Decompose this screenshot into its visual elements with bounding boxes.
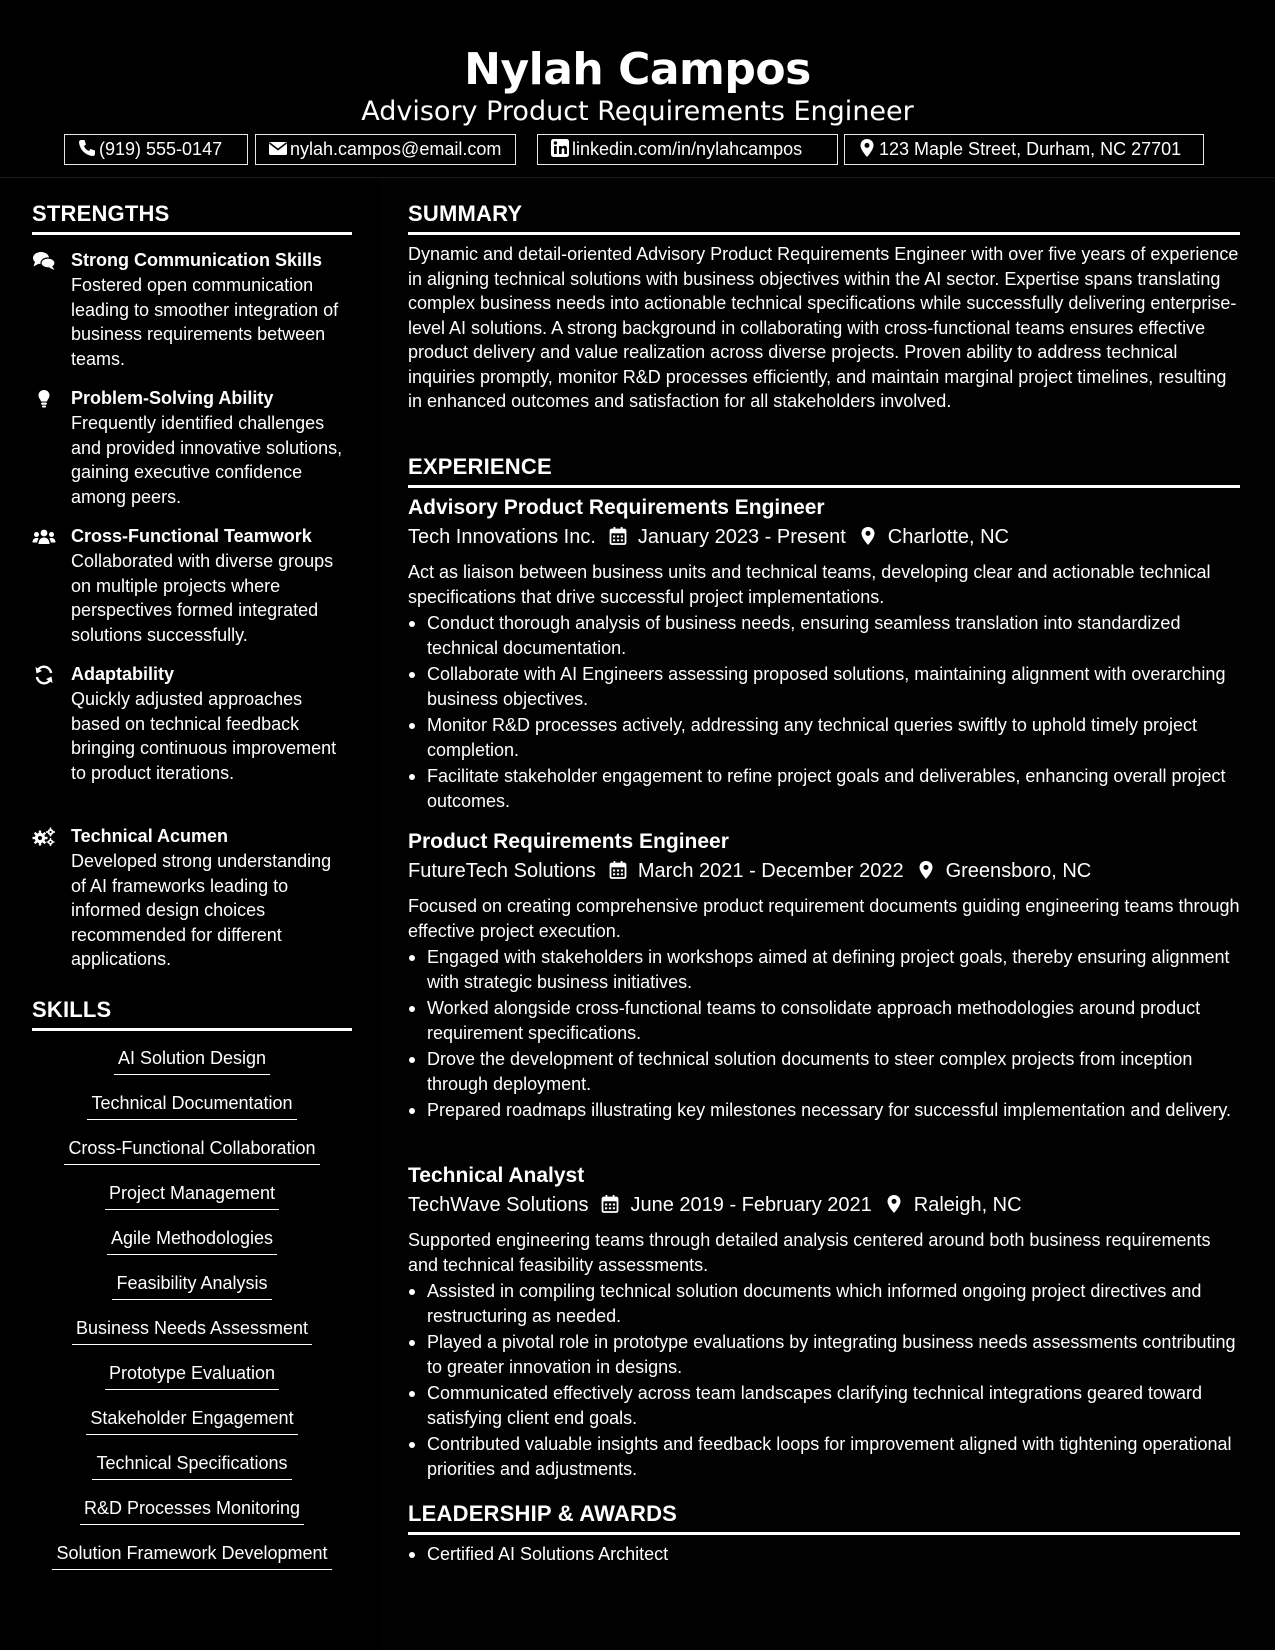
job-meta	[408, 858, 1091, 884]
resume-header	[0, 0, 1275, 178]
list-item: Collaborate with AI Engineers assessing proposed solutions, maintaining alignment with overarching business objectives.	[408, 662, 1240, 711]
job-company: Tech Innovations Inc.	[408, 526, 596, 548]
skill-item: Agile Methodologies	[32, 1226, 352, 1255]
sync-icon	[32, 665, 56, 685]
map-marker-icon	[857, 138, 877, 158]
skills-heading: SKILLS	[32, 996, 352, 1031]
skill-item: R&D Processes Monitoring	[32, 1496, 352, 1525]
job-dates: January 2023 - Present	[637, 526, 846, 548]
job-summary: Supported engineering teams through detailed analysis centered around both business requirements and technical feasibility assessments.	[408, 1230, 1211, 1275]
list-item: Communicated effectively across team landscapes clarifying technical integrations geared toward satisfying client end goals.	[408, 1381, 1240, 1430]
list-item: Worked alongside cross-functional teams to consolidate approach methodologies around product requirement specifications.	[408, 996, 1240, 1045]
skill-item: Solution Framework Development	[32, 1541, 352, 1570]
job-title: Advisory Product Requirements Engineer	[408, 496, 825, 519]
list-item: Facilitate stakeholder engagement to refine project goals and deliverables, enhancing overall project outcomes.	[408, 764, 1240, 813]
strengths-heading: STRENGTHS	[32, 200, 352, 235]
strength-title: Strong Communication Skills	[71, 250, 323, 270]
job-bullets	[408, 1279, 1240, 1483]
job-location: Charlotte, NC	[887, 526, 1009, 548]
job-meta	[408, 524, 1009, 550]
skill-item: Technical Specifications	[32, 1451, 352, 1480]
calendar-icon	[608, 526, 628, 546]
skill-item: Stakeholder Engagement	[32, 1406, 352, 1435]
job-dates: June 2019 - February 2021	[630, 1194, 872, 1216]
list-item: Played a pivotal role in prototype evaluations by integrating business needs assessments contributing to greater innovation in designs.	[408, 1330, 1240, 1379]
contact-linkedin[interactable]	[537, 134, 838, 165]
strength-description: Frequently identified challenges and provided innovative solutions, gaining executive confidence among peers.	[71, 413, 343, 507]
comments-icon	[32, 251, 56, 271]
contact-email-text: nylah.campos@email.com	[290, 139, 502, 159]
main-column	[408, 178, 1240, 1650]
job-location: Greensboro, NC	[945, 860, 1092, 882]
skill-item: Cross-Functional Collaboration	[32, 1136, 352, 1165]
contact-address-text: 123 Maple Street, Durham, NC 27701	[879, 139, 1182, 159]
calendar-icon	[608, 860, 628, 880]
linkedin-icon	[550, 138, 570, 158]
list-item: Conduct thorough analysis of business needs, ensuring seamless translation into standardized technical documentation.	[408, 611, 1240, 660]
strength-description: Developed strong understanding of AI frameworks leading to informed design choices recommended for different applications.	[71, 851, 332, 969]
skill-item: Technical Documentation	[32, 1091, 352, 1120]
skill-item: AI Solution Design	[32, 1046, 352, 1075]
job-meta	[408, 1192, 1022, 1218]
contact-phone[interactable]	[64, 134, 248, 165]
strength-title: Technical Acumen	[71, 826, 229, 846]
skill-item: Feasibility Analysis	[32, 1271, 352, 1300]
summary-text: Dynamic and detail-oriented Advisory Product Requirements Engineer with over five years of experience in aligning technical solutions with business objectives within the AI sector. Expertise spans translating complex business needs into actionable technical specifications while successfully delivering enterprise-level AI solutions. A strong background in collaborating with cross-functional teams ensures effective product delivery and value realization across diverse projects. Proven ability to address technical inquiries promptly, monitor R&D processes efficiently, and maintain marginal project timelines, resulting in enhanced outcomes and satisfaction for all stakeholders involved.	[408, 244, 1239, 411]
job-location: Raleigh, NC	[913, 1194, 1022, 1216]
job-title: Product Requirements Engineer	[408, 830, 729, 853]
calendar-icon	[600, 1194, 620, 1214]
awards-heading: LEADERSHIP & AWARDS	[408, 1500, 1240, 1535]
strength-title: Problem-Solving Ability	[71, 388, 274, 408]
experience-heading: EXPERIENCE	[408, 453, 1240, 488]
job-bullets	[408, 611, 1240, 815]
strength-description: Fostered open communication leading to smoother integration of business requirements between teams.	[71, 275, 339, 369]
list-item: Drove the development of technical solution documents to steer complex projects from inception through deployment.	[408, 1047, 1240, 1096]
job-company: FutureTech Solutions	[408, 860, 596, 882]
users-icon	[32, 527, 56, 547]
list-item: Prepared roadmaps illustrating key milestones necessary for successful implementation and delivery.	[408, 1098, 1240, 1123]
list-item: Assisted in compiling technical solution documents which informed ongoing project directives and restructuring as needed.	[408, 1279, 1240, 1328]
sidebar	[32, 178, 352, 1650]
candidate-title: Advisory Product Requirements Engineer	[361, 96, 914, 127]
contact-linkedin-text: linkedin.com/in/nylahcampos	[572, 139, 803, 159]
job-company: TechWave Solutions	[408, 1194, 589, 1216]
map-marker-icon	[916, 860, 936, 880]
list-item: Contributed valuable insights and feedback loops for improvement aligned with tightening operational priorities and adjustments.	[408, 1432, 1240, 1481]
strength-title: Cross-Functional Teamwork	[71, 526, 312, 546]
contact-address[interactable]	[844, 134, 1204, 165]
cogs-icon	[32, 827, 56, 847]
phone-icon	[77, 138, 97, 158]
contact-email[interactable]	[255, 134, 516, 165]
candidate-name: Nylah Campos	[464, 44, 811, 95]
job-title: Technical Analyst	[408, 1164, 585, 1187]
strength-description: Collaborated with diverse groups on multiple projects where perspectives formed integrated solutions successfully.	[71, 551, 334, 645]
list-item: Engaged with stakeholders in workshops aimed at defining project goals, thereby ensuring alignment with strategic business initiatives.	[408, 945, 1240, 994]
skill-item: Business Needs Assessment	[32, 1316, 352, 1345]
contact-phone-text: (919) 555-0147	[99, 139, 223, 159]
skill-item: Prototype Evaluation	[32, 1361, 352, 1390]
strength-title: Adaptability	[71, 664, 175, 684]
summary-heading: SUMMARY	[408, 200, 1240, 235]
awards-list	[408, 1542, 1240, 1569]
map-marker-icon	[858, 526, 878, 546]
map-marker-icon	[884, 1194, 904, 1214]
skill-item: Project Management	[32, 1181, 352, 1210]
job-summary: Focused on creating comprehensive product requirement documents guiding engineering teams through effective project execution.	[408, 896, 1240, 941]
lightbulb-icon	[32, 389, 56, 409]
job-summary: Act as liaison between business units and technical teams, developing clear and actionable technical specifications that drive successful project implementations.	[408, 562, 1211, 607]
list-item: Monitor R&D processes actively, addressing any technical queries swiftly to uphold timely project completion.	[408, 713, 1240, 762]
list-item: Certified AI Solutions Architect	[408, 1542, 1240, 1567]
envelope-icon	[268, 138, 288, 158]
job-bullets	[408, 945, 1240, 1125]
strength-description: Quickly adjusted approaches based on technical feedback bringing continuous improvement to product iterations.	[71, 689, 337, 783]
job-dates: March 2021 - December 2022	[637, 860, 904, 882]
